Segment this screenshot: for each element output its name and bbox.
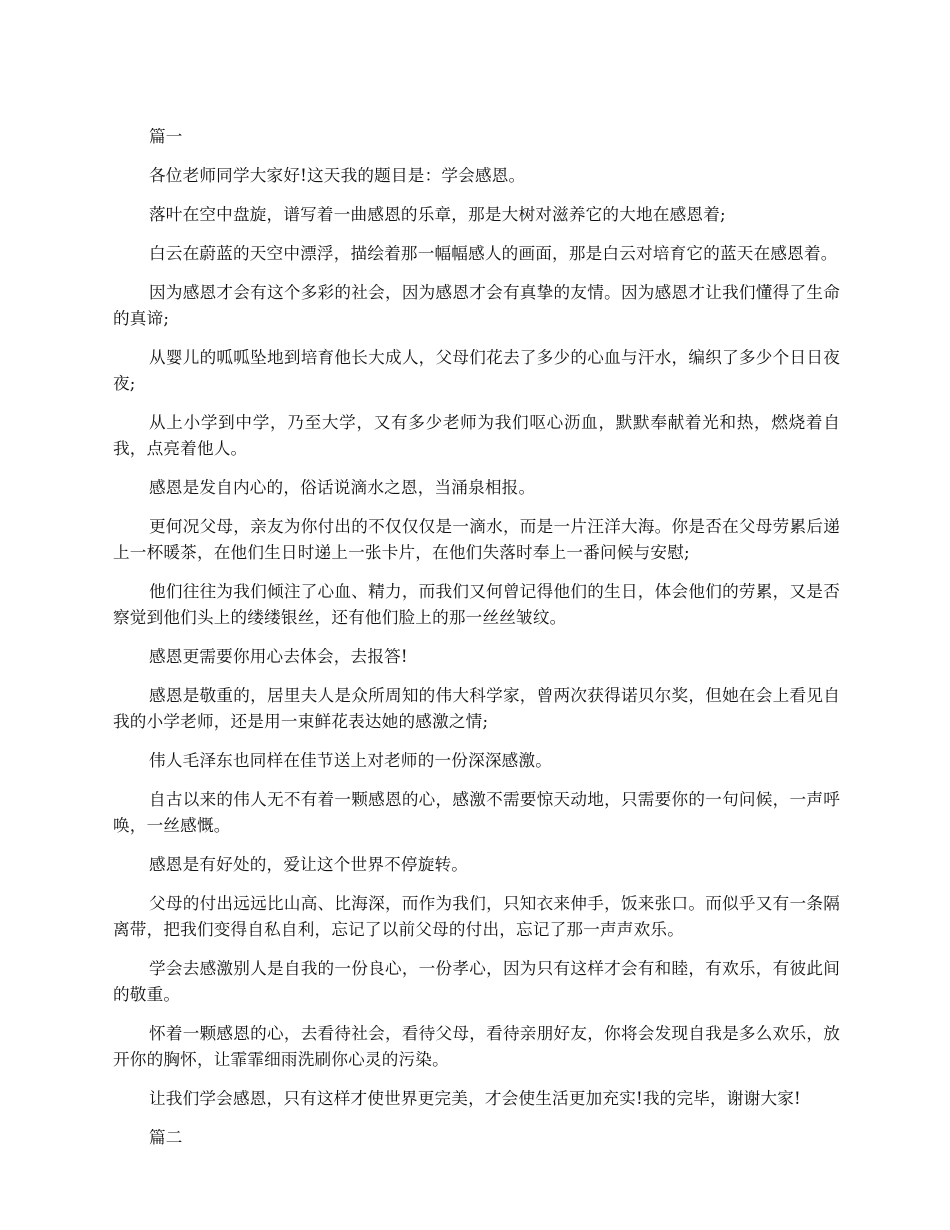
section-heading: 篇一 <box>149 127 183 146</box>
section-heading: 篇二 <box>149 1128 183 1147</box>
paragraph: 让我们学会感恩，只有这样才使世界更完美，才会使生活更加充实!我的完毕，谢谢大家! <box>149 1089 801 1108</box>
paragraph: 自古以来的伟人无不有着一颗感恩的心，感激不需要惊天动地，只需要你的一句问候，一声呼唤，一丝感慨。 <box>113 790 840 835</box>
paragraph: 白云在蔚蓝的天空中漂浮，描绘着那一幅幅感人的画面，那是白云对培育它的蓝天在感恩着。 <box>149 244 838 263</box>
paragraph: 他们往往为我们倾注了心血、精力，而我们又何曾记得他们的生日，体会他们的劳累，又是否察觉到他们头上的缕缕银丝，还有他们脸上的那一丝丝皱纹。 <box>113 582 840 627</box>
paragraph: 感恩是发自内心的，俗话说滴水之恩，当涌泉相报。 <box>149 478 536 497</box>
paragraph: 怀着一颗感恩的心，去看待社会，看待父母，看待亲朋好友，你将会发现自我是多么欢乐，放开你的胸怀，让霏霏细雨洗刷你心灵的污染。 <box>113 1024 840 1069</box>
paragraph: 伟人毛泽东也同样在佳节送上对老师的一份深深感激。 <box>149 751 553 770</box>
paragraph: 感恩是敬重的，居里夫人是众所周知的伟大科学家，曾两次获得诺贝尔奖，但她在会上看见自我的小学老师，还是用一束鲜花表达她的感激之情; <box>113 686 840 731</box>
paragraph: 感恩更需要你用心去体会，去报答! <box>149 647 408 666</box>
paragraph: 父母的付出远远比山高、比海深，而作为我们，只知衣来伸手，饭来张口。而似乎又有一条隔离带，把我们变得自私自利，忘记了以前父母的付出，忘记了那一声声欢乐。 <box>113 894 840 939</box>
paragraph: 更何况父母，亲友为你付出的不仅仅仅是一滴水，而是一片汪洋大海。你是否在父母劳累后递上一杯暖茶，在他们生日时递上一张卡片，在他们失落时奉上一番问候与安慰; <box>113 517 840 562</box>
paragraph: 各位老师同学大家好!这天我的题目是：学会感恩。 <box>149 166 526 185</box>
paragraph: 从婴儿的呱呱坠地到培育他长大成人，父母们花去了多少的心血与汗水，编织了多少个日日夜夜; <box>113 348 840 393</box>
document-page <box>113 124 840 1164</box>
paragraph: 从上小学到中学，乃至大学，又有多少老师为我们呕心沥血，默默奉献着光和热，燃烧着自我，点亮着他人。 <box>113 413 840 458</box>
paragraph: 学会去感激别人是自我的一份良心，一份孝心，因为只有这样才会有和睦，有欢乐，有彼此间的敬重。 <box>113 959 840 1004</box>
paragraph: 落叶在空中盘旋，谱写着一曲感恩的乐章，那是大树对滋养它的大地在感恩着; <box>149 205 726 224</box>
paragraph: 感恩是有好处的，爱让这个世界不停旋转。 <box>149 855 469 874</box>
paragraph: 因为感恩才会有这个多彩的社会，因为感恩才会有真挚的友情。因为感恩才让我们懂得了生命的真谛; <box>113 283 840 328</box>
